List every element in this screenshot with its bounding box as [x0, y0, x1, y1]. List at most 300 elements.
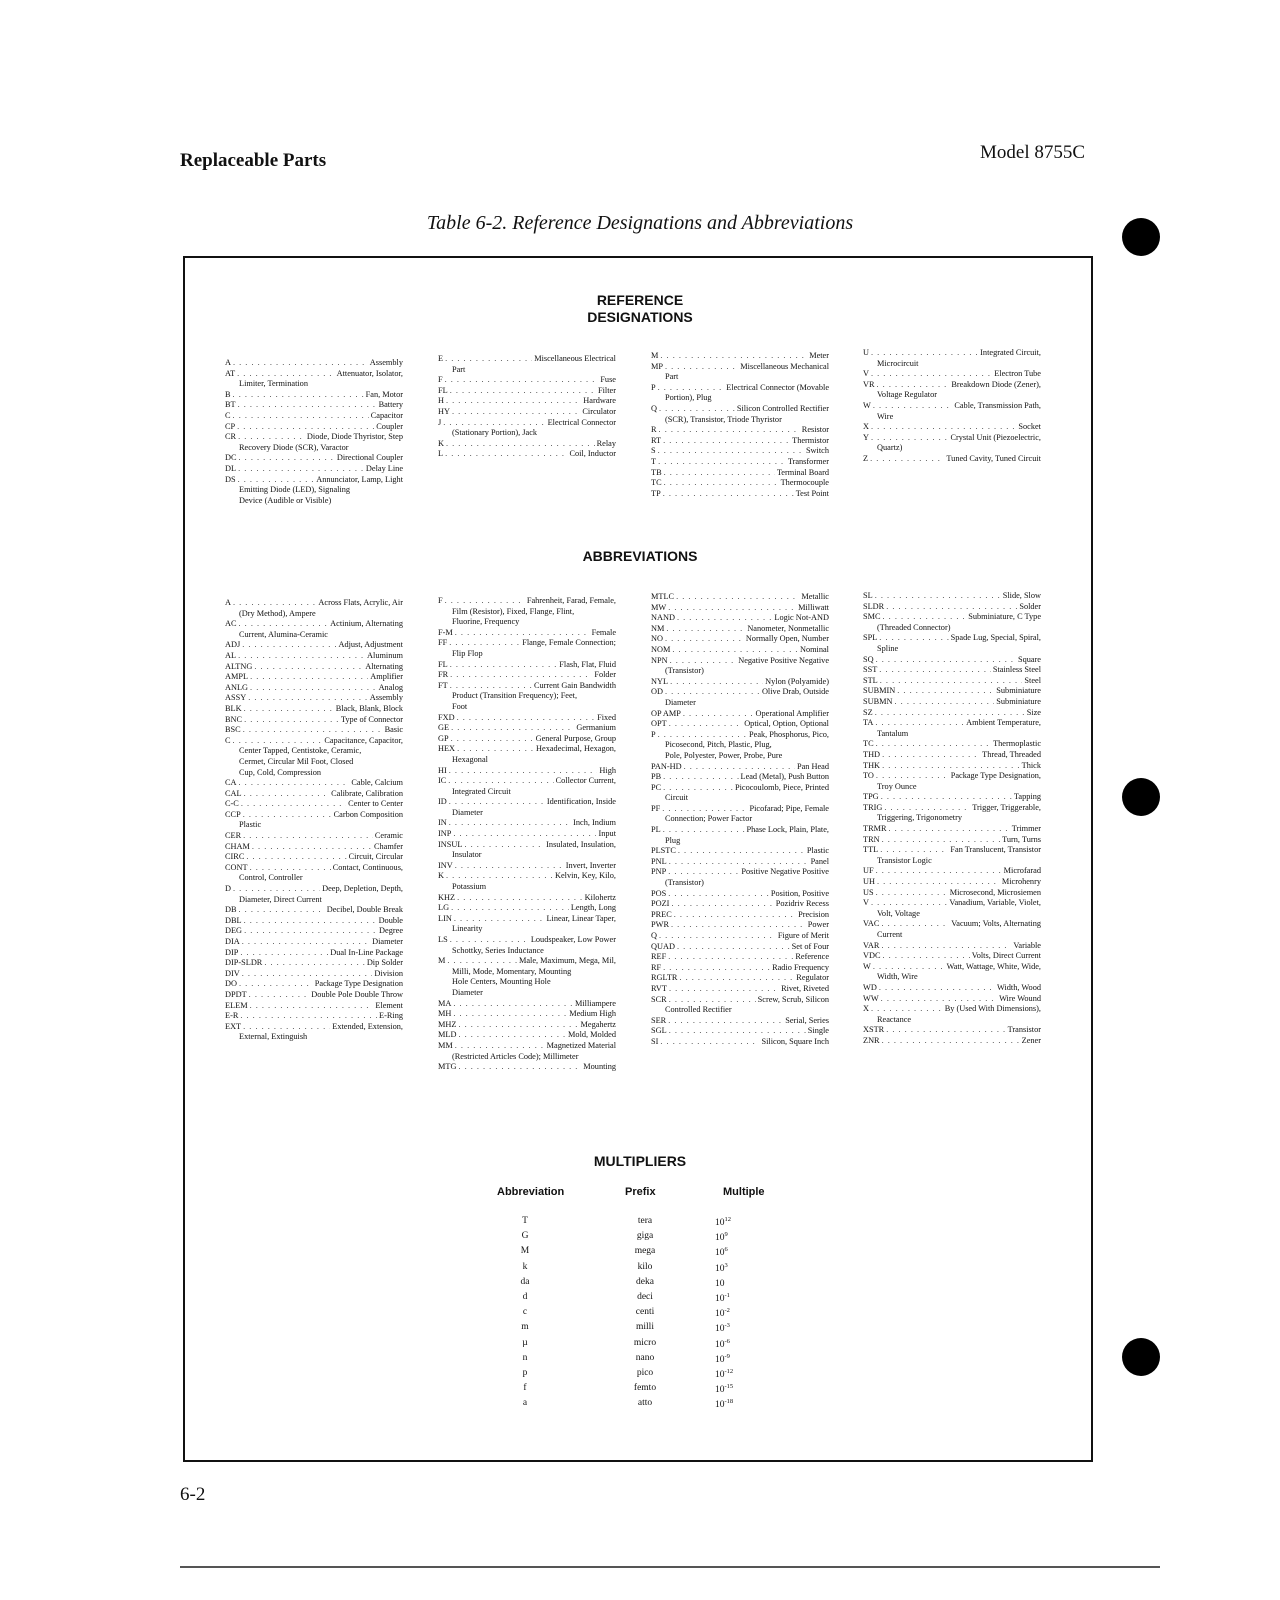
multiplier-value	[715, 1353, 775, 1365]
leader-dots	[243, 1022, 330, 1033]
entry-abbreviation: INSUL	[438, 839, 463, 849]
designation-entry	[651, 899, 829, 910]
designation-entry	[225, 926, 403, 937]
entry-meaning: Electrical Connector (Movable	[726, 382, 829, 392]
multiplier-prefix: giga	[636, 1231, 654, 1242]
entry-meaning: Coil, Inductor	[569, 449, 616, 459]
leader-dots	[663, 825, 745, 836]
designation-entry	[225, 937, 403, 948]
designation-entry	[438, 628, 616, 639]
leader-dots	[666, 624, 745, 635]
multiplier-value	[715, 1338, 775, 1350]
entry-meaning-continued: Plastic	[239, 820, 262, 830]
entry-abbreviation: INP	[438, 829, 452, 839]
binder-hole	[1122, 1338, 1160, 1376]
entry-abbreviation: CIRC	[225, 852, 245, 862]
designation-entry	[863, 941, 1041, 952]
designation-entry	[225, 969, 403, 980]
entry-meaning: Contact, Continuous,	[332, 862, 403, 872]
entry-meaning-continued: Schottky, Series Inductance	[452, 945, 544, 955]
entry-abbreviation: PNP	[651, 867, 667, 877]
entry-meaning: Aluminum	[367, 650, 403, 660]
entry-abbreviation: FR	[438, 670, 449, 680]
multiplier-prefix: deci	[637, 1292, 653, 1302]
entry-abbreviation: SGL	[651, 1026, 667, 1036]
entry-meaning: Microhenry	[1001, 877, 1041, 887]
designation-entry	[651, 478, 829, 489]
ref-column-1	[225, 358, 403, 506]
designation-entry	[651, 730, 829, 762]
entry-abbreviation: W	[863, 400, 871, 410]
entry-abbreviation: AT	[225, 368, 236, 378]
ref-column-4	[863, 348, 1041, 465]
designation-entry	[863, 676, 1041, 687]
multiplier-base: 10	[715, 1385, 725, 1396]
entry-abbreviation: BLK	[225, 703, 242, 713]
multiplier-exponent: 12	[724, 1216, 731, 1223]
entry-meaning: Dip Solder	[366, 958, 403, 968]
entry-meaning: Battery	[378, 400, 403, 410]
multiplier-row	[185, 1262, 1095, 1277]
entry-meaning: Germanium	[576, 723, 616, 733]
entry-meaning: Insulated, Insulation,	[546, 839, 616, 849]
leader-dots	[446, 439, 595, 450]
entry-meaning: Package Type Designation	[314, 979, 403, 989]
multiplier-base: 10	[715, 1278, 725, 1289]
entry-abbreviation: V	[863, 898, 869, 908]
leader-dots	[458, 1062, 581, 1073]
entry-abbreviation: RT	[651, 435, 662, 445]
entry-meaning-continued: Recovery Diode (SCR), Varactor	[239, 442, 349, 452]
entry-abbreviation: CAL	[225, 788, 242, 798]
leader-dots	[871, 422, 1016, 433]
entry-meaning-continued: Transistor Logic	[877, 855, 932, 865]
entry-abbreviation: MP	[651, 361, 663, 371]
designation-entry	[863, 898, 1041, 919]
designation-entry	[863, 708, 1041, 719]
entry-meaning: Thick	[1021, 760, 1041, 770]
entry-abbreviation: B	[225, 389, 231, 399]
entry-meaning: Vacuum; Volts, Alternating	[951, 919, 1041, 929]
entry-meaning: Plastic	[806, 846, 829, 856]
leader-dots	[881, 941, 1011, 952]
leader-dots	[658, 446, 804, 457]
entry-meaning: Position, Positive	[770, 888, 829, 898]
entry-abbreviation: PREC	[651, 909, 672, 919]
entry-meaning-continued: Width, Wire	[877, 972, 918, 982]
entry-meaning: Annunciator, Lamp, Light	[316, 474, 403, 484]
entry-meaning-continued: Plug	[665, 835, 681, 845]
entry-meaning: Cable, Transmission Path,	[954, 400, 1041, 410]
entry-meaning: Terminal Board	[776, 467, 829, 477]
leader-dots	[877, 877, 1000, 888]
entry-meaning: Identification, Inside	[546, 797, 616, 807]
leader-dots	[238, 464, 364, 475]
leader-dots	[446, 396, 581, 407]
leader-dots	[239, 778, 350, 789]
leader-dots	[449, 638, 520, 649]
multiplier-abbreviation: n	[522, 1352, 528, 1363]
multiplier-value	[715, 1307, 775, 1319]
entry-meaning: Subminiature, C Type	[968, 612, 1041, 622]
designation-entry	[225, 422, 403, 433]
leader-dots	[238, 400, 377, 411]
designation-entry	[651, 910, 829, 921]
multiplier-value	[715, 1262, 775, 1274]
entry-meaning-continued: Controlled Rectifier	[665, 1005, 732, 1015]
multiplier-prefix: micro	[633, 1337, 657, 1348]
multiplier-row	[185, 1277, 1095, 1292]
entry-meaning-continued: Linearity	[452, 924, 483, 934]
entry-meaning: Serial, Series	[785, 1015, 829, 1025]
multiplier-row	[185, 1292, 1095, 1307]
entry-meaning: Normally Open, Number	[745, 634, 829, 644]
entry-meaning: Peak, Phosphorus, Pico,	[749, 729, 829, 739]
leader-dots	[242, 640, 336, 651]
entry-abbreviation: ALTNG	[225, 661, 253, 671]
entry-meaning: Alternating	[365, 661, 403, 671]
entry-abbreviation: CHAM	[225, 841, 250, 851]
entry-abbreviation: MTG	[438, 1062, 457, 1072]
entry-meaning: Variable	[1013, 940, 1041, 950]
entry-meaning: Actinium, Alternating	[330, 619, 403, 629]
entry-meaning-continued: Diameter	[452, 807, 483, 817]
entry-meaning: Wire Wound	[999, 993, 1041, 1003]
entry-meaning-continued: Volt, Voltage	[877, 908, 920, 918]
multiplier-prefix: atto	[637, 1398, 653, 1409]
entry-abbreviation: OP AMP	[651, 708, 681, 718]
entry-meaning: Current Gain Bandwidth	[533, 680, 616, 690]
entry-abbreviation: VAC	[863, 919, 880, 929]
entry-abbreviation: SST	[863, 665, 878, 675]
entry-meaning: Capacitor	[370, 410, 403, 420]
entry-meaning: Microsecond, Microsiemen	[949, 887, 1041, 897]
entry-meaning: Subminiature	[996, 696, 1041, 706]
multiplier-row	[185, 1338, 1095, 1353]
entry-abbreviation: BNC	[225, 714, 243, 724]
designation-entry	[651, 645, 829, 656]
designation-entry	[225, 704, 403, 715]
leader-dots	[882, 750, 980, 761]
table-frame	[183, 256, 1093, 1462]
entry-meaning-continued: Triggering, Trigonometry	[877, 813, 962, 823]
designation-entry	[438, 638, 616, 659]
entry-meaning-continued: Emitting Diode (LED), Signaling	[239, 485, 351, 495]
multiplier-value	[715, 1246, 775, 1258]
leader-dots	[669, 984, 779, 995]
entry-abbreviation: U	[863, 348, 869, 357]
entry-meaning: High	[599, 765, 616, 775]
multiplier-row	[185, 1353, 1095, 1368]
leader-dots	[683, 709, 754, 720]
entry-abbreviation: OPT	[651, 719, 667, 729]
entry-meaning-continued: Microcircuit	[877, 358, 919, 368]
entry-meaning: Power	[807, 920, 829, 930]
designation-entry	[651, 963, 829, 974]
entry-abbreviation: Q	[651, 403, 657, 413]
leader-dots	[450, 660, 558, 671]
leader-dots	[233, 390, 364, 401]
designation-entry	[651, 362, 829, 383]
entry-abbreviation: UH	[863, 877, 875, 887]
multiplier-row	[185, 1246, 1095, 1261]
designation-entry	[651, 889, 829, 900]
entry-abbreviation: PLSTC	[651, 846, 676, 856]
leader-dots	[881, 919, 949, 930]
designation-entry	[863, 1025, 1041, 1036]
entry-meaning: Chamfer	[373, 841, 403, 851]
designation-entry	[225, 672, 403, 683]
designation-entry	[651, 404, 829, 425]
leader-dots	[875, 708, 1025, 719]
leader-dots	[665, 687, 760, 698]
designation-entry	[438, 713, 616, 724]
multiplier-abbreviation: G	[521, 1231, 529, 1242]
leader-dots	[246, 852, 346, 863]
leader-dots	[663, 783, 733, 794]
multiplier-exponent: -2	[724, 1307, 730, 1315]
entry-meaning: Center to Center	[348, 799, 403, 809]
entry-meaning: Socket	[1018, 422, 1041, 432]
leader-dots	[663, 772, 738, 783]
entry-meaning: Degree	[379, 926, 403, 936]
entry-abbreviation: DL	[225, 463, 237, 473]
entry-meaning: Milliampere	[574, 998, 616, 1008]
multiplier-value	[715, 1322, 775, 1334]
multiplier-abbreviation: µ	[522, 1337, 528, 1348]
leader-dots	[239, 619, 329, 630]
leader-dots	[252, 842, 372, 853]
entry-meaning: Volts, Direct Current	[971, 951, 1041, 961]
designation-entry	[225, 432, 403, 453]
designation-entry	[438, 418, 616, 439]
designation-entry	[863, 665, 1041, 676]
entry-abbreviation: LIN	[438, 913, 452, 923]
entry-abbreviation: ASSY	[225, 693, 247, 703]
entry-abbreviation: DIP	[225, 947, 239, 957]
entry-abbreviation: L	[438, 449, 444, 459]
scan-edge-line	[180, 1566, 1160, 1568]
entry-abbreviation: RGLTR	[651, 973, 678, 983]
designation-entry	[863, 686, 1041, 697]
entry-meaning: Trimmer	[1011, 824, 1041, 834]
leader-dots	[457, 893, 583, 904]
leader-dots	[871, 898, 947, 909]
entry-meaning-continued: (Restricted Articles Code); Millimeter	[452, 1051, 579, 1061]
designation-entry	[438, 354, 616, 375]
entry-meaning-continued: External, Extinguish	[239, 1032, 308, 1042]
multipliers-header-multiple: Multiple	[723, 1186, 765, 1198]
entry-meaning-continued: Potassium	[452, 882, 487, 892]
designation-entry	[863, 401, 1041, 422]
entry-abbreviation: KHZ	[438, 892, 456, 902]
reference-designations-title	[185, 292, 1095, 326]
entry-abbreviation: F	[438, 596, 443, 605]
multiplier-exponent: -1	[724, 1292, 730, 1299]
designation-entry	[863, 866, 1041, 877]
entry-meaning: Single	[807, 1026, 829, 1036]
designation-entry	[863, 1036, 1041, 1047]
designation-entry	[863, 422, 1041, 433]
designation-entry	[225, 662, 403, 673]
designation-entry	[438, 1030, 616, 1041]
entry-meaning-continued: (Threaded Connector)	[877, 622, 951, 632]
entry-meaning: Switch	[805, 446, 829, 456]
designation-entry	[651, 1037, 829, 1048]
entry-meaning: Size	[1026, 707, 1041, 717]
entry-abbreviation: FXD	[438, 712, 455, 722]
entry-meaning: Square	[1017, 654, 1041, 664]
designation-entry	[438, 396, 616, 407]
leader-dots	[897, 686, 994, 697]
entry-meaning: Pozidriv Recess	[775, 899, 829, 909]
leader-dots	[250, 1001, 374, 1012]
leader-dots	[668, 889, 769, 900]
entry-meaning: Diameter	[372, 937, 403, 946]
designation-entry	[651, 825, 829, 846]
leader-dots	[250, 672, 368, 683]
multiplier-exponent: -18	[724, 1398, 734, 1406]
entry-meaning: Microfarad	[1003, 866, 1041, 876]
entry-abbreviation: D	[225, 884, 231, 894]
leader-dots	[678, 846, 805, 857]
entry-abbreviation: T	[651, 456, 657, 466]
designation-entry	[651, 846, 829, 857]
designation-entry	[863, 750, 1041, 761]
multiplier-abbreviation: M	[520, 1246, 530, 1257]
entry-meaning: Directional Coupler	[336, 453, 403, 463]
entry-meaning: Picocoulomb, Piece, Printed	[734, 782, 829, 792]
entry-meaning: Resistor	[801, 425, 829, 435]
entry-abbreviation: AC	[225, 619, 237, 629]
entry-meaning: Operational Amplifier	[755, 708, 829, 718]
designation-entry	[438, 375, 616, 386]
multiplier-base: 10	[715, 1354, 725, 1365]
entry-meaning-continued: Insulator	[452, 850, 482, 860]
leader-dots	[871, 1004, 943, 1015]
leader-dots	[665, 634, 744, 645]
designation-entry	[651, 931, 829, 942]
leader-dots	[876, 771, 949, 782]
designation-entry	[438, 1020, 616, 1031]
entry-abbreviation: REF	[651, 952, 667, 962]
leader-dots	[450, 681, 532, 692]
entry-meaning: Hexadecimal, Hexagon,	[536, 744, 616, 754]
designation-entry	[438, 1062, 616, 1073]
multiplier-base: 10	[715, 1309, 725, 1320]
designation-entry	[651, 624, 829, 635]
entry-meaning: Tapping	[1013, 792, 1041, 802]
entry-meaning: Thermoplastic	[993, 739, 1041, 749]
leader-dots	[669, 719, 743, 730]
binder-hole	[1122, 218, 1160, 256]
designation-entry	[225, 619, 403, 640]
entry-abbreviation: CCP	[225, 809, 241, 819]
entry-abbreviation: RF	[651, 962, 662, 972]
designation-entry	[225, 453, 403, 464]
entry-meaning-continued: Current, Alumina-Ceramic	[239, 629, 328, 639]
designation-entry	[651, 436, 829, 447]
entry-abbreviation: S	[651, 446, 656, 456]
entry-meaning: Flash, Flat, Fluid	[559, 659, 616, 669]
leader-dots	[660, 1037, 759, 1048]
table-title: Table 6-2. Reference Designations and Abbreviations	[426, 212, 854, 234]
designation-entry	[863, 877, 1041, 888]
entry-meaning: Silicon, Square Inch	[761, 1036, 829, 1046]
designation-entry	[438, 407, 616, 418]
entry-abbreviation: DO	[225, 979, 237, 989]
designation-entry	[225, 1001, 403, 1012]
entry-abbreviation: Q	[651, 931, 657, 940]
designation-entry	[225, 683, 403, 694]
designation-entry	[438, 766, 616, 777]
entry-abbreviation: WW	[863, 993, 879, 1003]
designation-entry	[225, 1011, 403, 1022]
multiplier-value	[715, 1368, 775, 1380]
multiplier-exponent: -3	[724, 1322, 730, 1330]
designation-entry	[863, 835, 1041, 846]
leader-dots	[665, 362, 738, 373]
leader-dots	[659, 425, 800, 436]
designation-entry	[225, 948, 403, 959]
designation-entry	[225, 863, 403, 884]
entry-meaning: Transformer	[787, 456, 829, 466]
entry-abbreviation: PC	[651, 782, 662, 792]
multiplier-value	[715, 1292, 775, 1304]
designation-entry	[225, 358, 403, 369]
entry-meaning-continued: Limiter, Termination	[239, 379, 308, 389]
multiplier-exponent: 3	[724, 1261, 728, 1269]
entry-abbreviation: CR	[225, 432, 237, 442]
entry-meaning: Fan Translucent, Transistor	[950, 845, 1041, 855]
designation-entry	[863, 761, 1041, 772]
designation-entry	[225, 831, 403, 842]
leader-dots	[875, 591, 1001, 602]
entry-meaning: Carbon Composition	[333, 809, 403, 819]
leader-dots	[668, 1016, 783, 1027]
designation-entry	[651, 709, 829, 720]
entry-meaning: Slide, Slow	[1002, 591, 1041, 600]
entry-abbreviation: SMC	[863, 612, 881, 622]
leader-dots	[233, 598, 316, 609]
designation-entry	[438, 1009, 616, 1020]
entry-abbreviation: SUBMIN	[863, 686, 896, 696]
leader-dots	[677, 613, 772, 624]
leader-dots	[452, 407, 580, 418]
entry-meaning: Vanadium, Variable, Violet,	[949, 898, 1041, 908]
designation-entry	[863, 454, 1041, 465]
leader-dots	[451, 723, 574, 734]
abbr-column-4	[863, 591, 1041, 1047]
entry-meaning: Adjust, Adjustment	[338, 640, 403, 650]
entry-abbreviation: NM	[651, 623, 665, 633]
designation-entry	[225, 842, 403, 853]
multiplier-abbreviation: da	[520, 1276, 530, 1287]
leader-dots	[240, 1011, 377, 1022]
designation-entry	[651, 984, 829, 995]
entry-abbreviation: EXT	[225, 1021, 242, 1031]
entry-meaning: Mold, Molded	[568, 1030, 616, 1040]
entry-meaning: Turn, Turns	[1002, 834, 1041, 844]
multiplier-row	[185, 1231, 1095, 1246]
entry-abbreviation: TA	[863, 718, 874, 728]
multiplier-base: 10	[715, 1370, 725, 1381]
designation-entry	[651, 783, 829, 804]
entry-abbreviation: IN	[438, 818, 447, 828]
entry-abbreviation: THD	[863, 749, 881, 759]
entry-meaning-continued: Troy Ounce	[877, 781, 917, 791]
entry-abbreviation: MM	[438, 1040, 453, 1050]
